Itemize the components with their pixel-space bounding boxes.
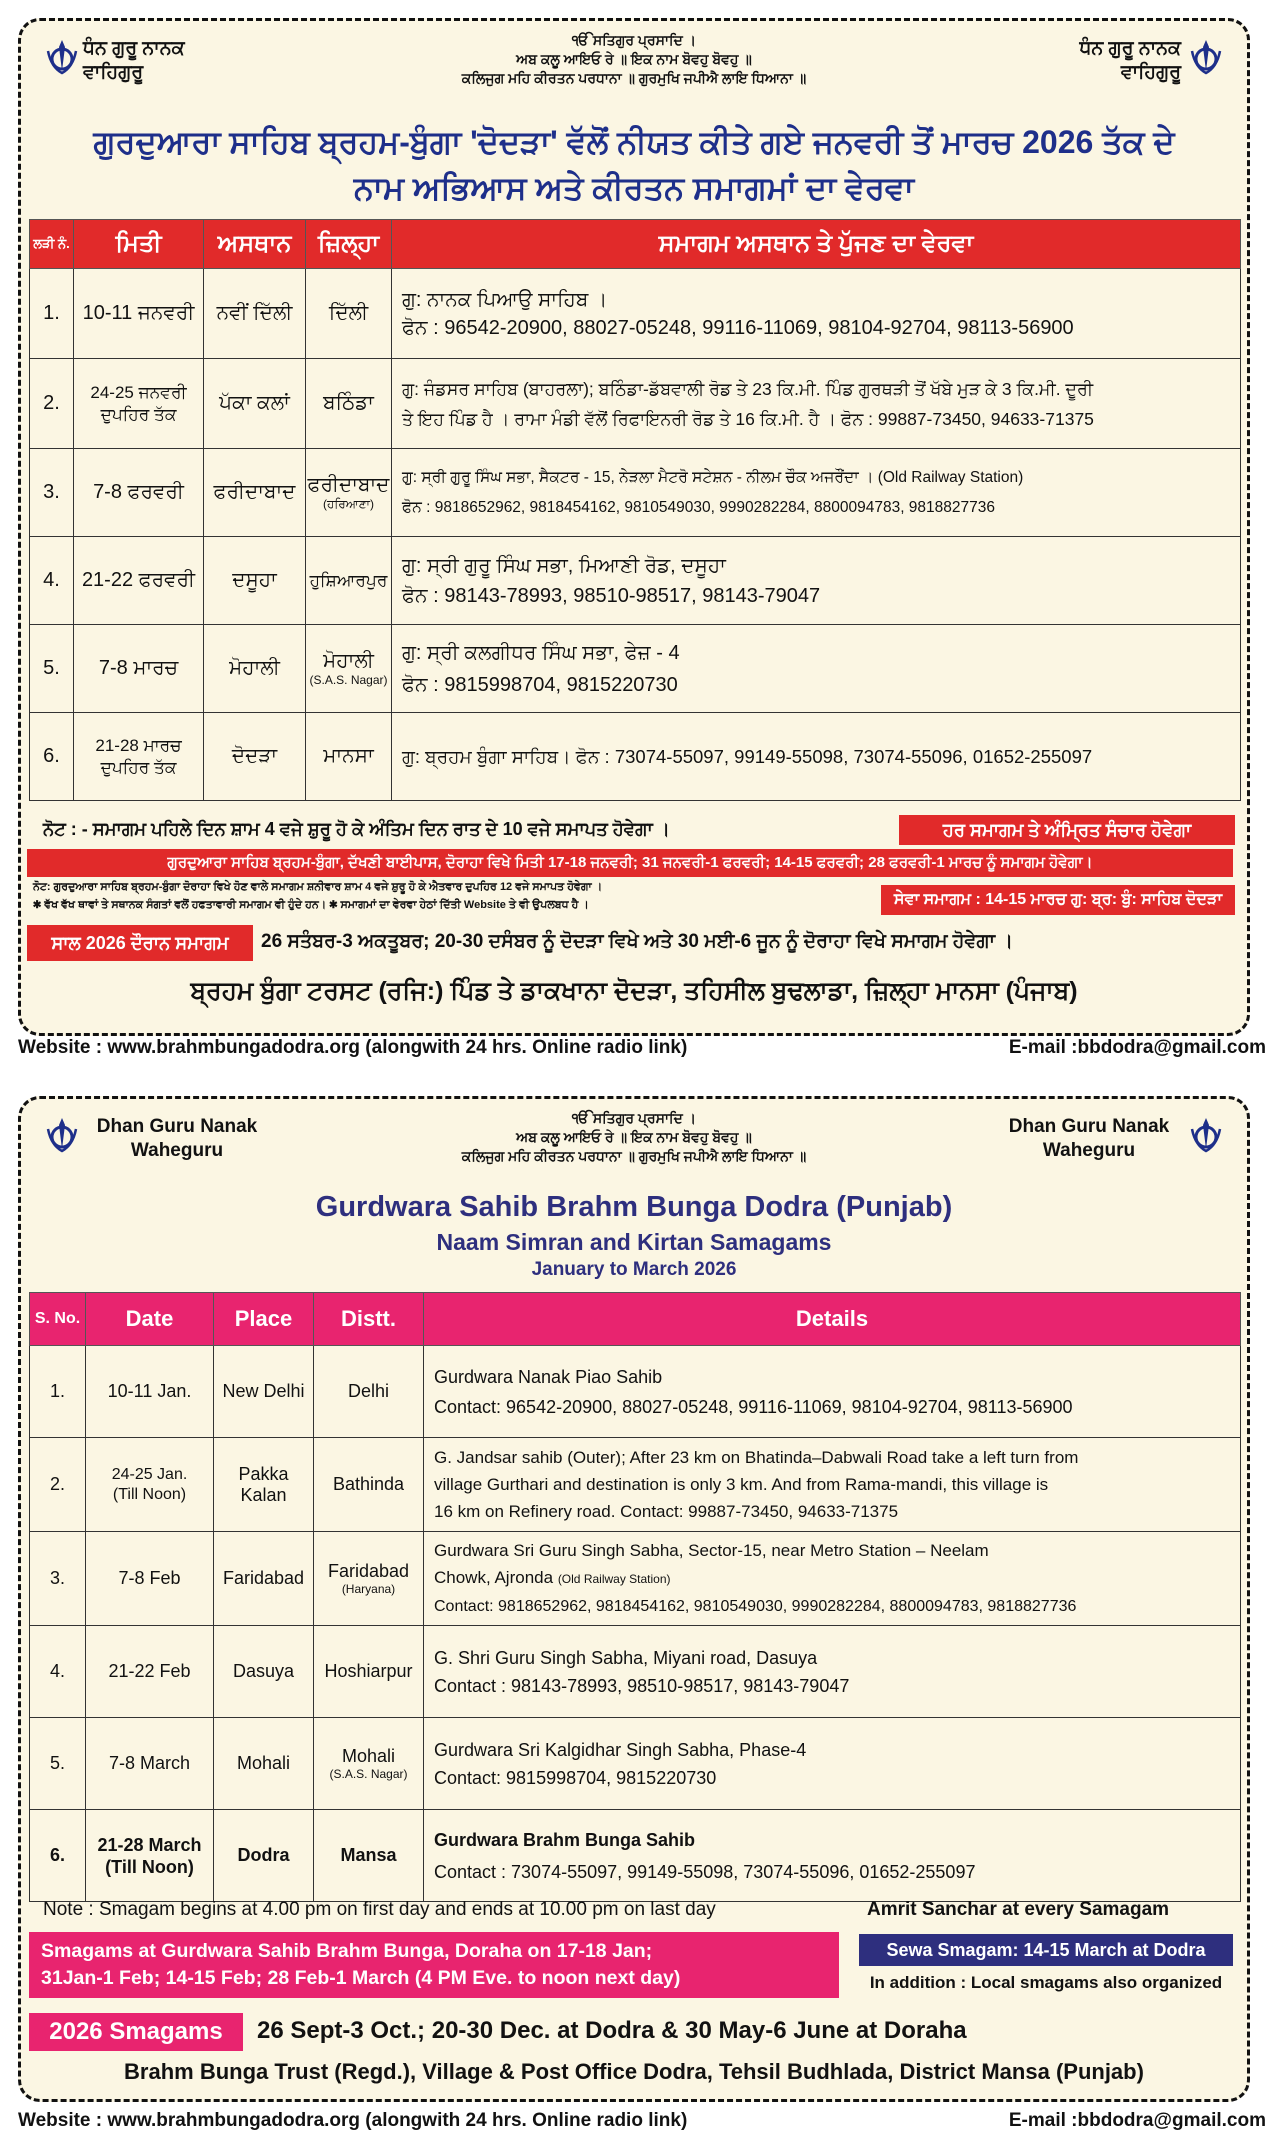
dhan-guru-nanak-left: Dhan Guru Nanak Waheguru bbox=[96, 1116, 258, 1161]
row-details: ਗੁ: ਨਾਨਕ ਪਿਆਉ ਸਾਹਿਬ । ਫੋਨ : 96542-20900, 88027-05248, 99116-11069, 98104-92704, 98113-56900 bbox=[392, 269, 1241, 359]
row-place: New Delhi bbox=[214, 1346, 314, 1438]
samagam-table bbox=[29, 219, 1241, 801]
page-title: Gurdwara Sahib Brahm Bunga Dodra (Punjab) bbox=[315, 1191, 953, 1223]
row-details: ਗੁ: ਜੰਡਸਰ ਸਾਹਿਬ (ਬਾਹਰਲਾ); ਬਠਿੰਡਾ-ਡੱਬਵਾਲੀ ਰੋਡ ਤੇ 23 ਕਿ.ਮੀ. ਪਿੰਡ ਗੁਰਥੜੀ ਤੋਂ ਖੱਬੇ ਮੁੜ ਕੇ 3 ਕਿ.ਮੀ. ਦੂਰੀ ਤੇ ਇਹ ਪਿੰਡ ਹੈ । ਰਾਮਾ ਮੰਡੀ ਵੱਲੋਂ ਰਿਫਾਇਨਰੀ ਰੋਡ ਤੇ 16 ਕਿ.ਮੀ. ਹੈ । ਫੋਨ : 99887-73450, 94633-71375 bbox=[392, 359, 1241, 449]
row-place: Faridabad bbox=[214, 1532, 314, 1626]
website-link[interactable]: Website : www.brahmbungadodra.org (alongwith 24 hrs. Online radio link) bbox=[18, 2110, 688, 2131]
samagam-table bbox=[29, 1292, 1241, 1902]
khanda-icon bbox=[1189, 37, 1223, 77]
website-link[interactable]: Website : www.brahmbungadodra.org (alongwith 24 hrs. Online radio link) bbox=[18, 1037, 688, 1058]
row-details: G. Shri Guru Singh Sabha, Miyani road, Dasuya Contact : 98143-78993, 98510-98517, 98143-79047 bbox=[424, 1626, 1241, 1718]
table-row bbox=[30, 1532, 1241, 1626]
header-details: Details bbox=[424, 1293, 1241, 1346]
row-date: 10-11 ਜਨਵਰੀ bbox=[74, 269, 204, 359]
row-date: 24-25 ਜਨਵਰੀ ਦੁਪਹਿਰ ਤੱਕ bbox=[74, 359, 204, 449]
header-date: Date bbox=[86, 1293, 214, 1346]
amrit-sanchar-badge: ਹਰ ਸਮਾਗਮ ਤੇ ਅੰਮ੍ਰਿਤ ਸੰਚਾਰ ਹੋਵੇਗਾ bbox=[899, 815, 1235, 845]
row-district: ਮੋਹਾਲੀ (S.A.S. Nagar) bbox=[306, 625, 392, 713]
table-header bbox=[30, 220, 1241, 269]
row-place: Mohali bbox=[214, 1718, 314, 1810]
khanda-icon bbox=[1189, 1115, 1223, 1155]
row-details: Gurdwara Sri Guru Singh Sabha, Sector-15, near Metro Station – Neelam Chowk, Ajronda (Old Railway Station) Contact: 9818652962, 9818454162, 9810549030, 9990282284, 8800094783, 9818827736 bbox=[424, 1532, 1241, 1626]
row-details: Gurdwara Brahm Bunga Sahib Contact : 73074-55097, 99149-55098, 73074-55096, 01652-255097 bbox=[424, 1810, 1241, 1902]
row-district: Faridabad (Haryana) bbox=[314, 1532, 424, 1626]
row-sno: 6. bbox=[30, 1810, 86, 1902]
year-label: ਸਾਲ 2026 ਦੌਰਾਨ ਸਮਾਗਮ bbox=[27, 925, 253, 961]
sewa-samagam-badge: ਸੇਵਾ ਸਮਾਗਮ : 14-15 ਮਾਰਚ ਗੁ: ਬ੍ਰ: ਬੁੰ: ਸਾਹਿਬ ਦੋਦੜਾ bbox=[881, 885, 1235, 915]
row-sno: 2. bbox=[30, 1438, 86, 1532]
english-note: Note : Smagam begins at 4.00 pm on first day and ends at 10.00 pm on last day bbox=[43, 1899, 716, 1920]
sewa-samagam-badge: Sewa Smagam: 14-15 March at Dodra bbox=[859, 1934, 1233, 1966]
punjabi-note: ਨੋਟ : - ਸਮਾਗਮ ਪਹਿਲੇ ਦਿਨ ਸ਼ਾਮ 4 ਵਜੇ ਸ਼ੁਰੂ ਹੋ ਕੇ ਅੰਤਿਮ ਦਿਨ ਰਾਤ ਦੇ 10 ਵਜੇ ਸਮਾਪਤ ਹੋਵੇਗਾ । bbox=[43, 819, 670, 839]
header-sno: S. No. bbox=[30, 1293, 86, 1346]
year-samagam-text: 26 Sept-3 Oct.; 20-30 Dec. at Dodra & 30 May-6 June at Doraha bbox=[257, 2017, 967, 2044]
english-panel bbox=[18, 1096, 1250, 2102]
row-date: 24-25 Jan. (Till Noon) bbox=[86, 1438, 214, 1532]
table-row bbox=[30, 359, 1241, 449]
header-district: Distt. bbox=[314, 1293, 424, 1346]
year-label: 2026 Smagams bbox=[29, 2013, 243, 2051]
row-district: ਮਾਨਸਾ bbox=[306, 713, 392, 801]
table-row bbox=[30, 1346, 1241, 1438]
year-samagam-text: 26 ਸਤੰਬਰ-3 ਅਕਤੂਬਰ; 20-30 ਦਸੰਬਰ ਨੂੰ ਦੋਦੜਾ ਵਿਖੇ ਅਤੇ 30 ਮਈ-6 ਜੂਨ ਨੂੰ ਦੋਰਾਹਾ ਵਿਖੇ ਸਮਾਗਮ ਹੋਵੇਗਾ । bbox=[261, 931, 1014, 952]
row-sno: 1. bbox=[30, 269, 74, 359]
row-sno: 5. bbox=[30, 625, 74, 713]
row-place: Dasuya bbox=[214, 1626, 314, 1718]
row-date: 7-8 Feb bbox=[86, 1532, 214, 1626]
row-details: ਗੁ: ਬ੍ਰਹਮ ਬੁੰਗਾ ਸਾਹਿਬ। ਫੋਨ : 73074-55097, 99149-55098, 73074-55096, 01652-255097 bbox=[392, 713, 1241, 801]
row-district: ਫਰੀਦਾਬਾਦ (ਹਰਿਆਣਾ) bbox=[306, 449, 392, 537]
trust-address: ਬ੍ਰਹਮ ਬੁੰਗਾ ਟਰਸਟ (ਰਜਿ:) ਪਿੰਡ ਤੇ ਡਾਕਖਾਨਾ ਦੋਦੜਾ, ਤਹਿਸੀਲ ਬੁਢਲਾਡਾ, ਜ਼ਿਲ੍ਹਾ ਮਾਨਸਾ (ਪੰਜਾਬ) bbox=[190, 977, 1078, 1005]
row-sno: 1. bbox=[30, 1346, 86, 1438]
row-sno: 2. bbox=[30, 359, 74, 449]
doraha-samagam-banner: Smagams at Gurdwara Sahib Brahm Bunga, Doraha on 17-18 Jan; 31Jan-1 Feb; 14-15 Feb; 28 Feb-1 March (4 PM Eve. to noon next day) bbox=[29, 1932, 839, 1998]
table-row bbox=[30, 625, 1241, 713]
row-sno: 4. bbox=[30, 537, 74, 625]
row-date: 21-28 ਮਾਰਚ ਦੁਪਹਿਰ ਤੱਕ bbox=[74, 713, 204, 801]
header-details: ਸਮਾਗਮ ਅਸਥਾਨ ਤੇ ਪੁੱਜਣ ਦਾ ਵੇਰਵਾ bbox=[392, 220, 1241, 269]
row-date: 10-11 Jan. bbox=[86, 1346, 214, 1438]
page-subtitle: Naam Simran and Kirtan Samagams bbox=[436, 1229, 832, 1255]
row-sno: 4. bbox=[30, 1626, 86, 1718]
punjabi-small-note-2: ✱ ਵੱਖ ਵੱਖ ਥਾਵਾਂ ਤੇ ਸਥਾਨਕ ਸੰਗਤਾਂ ਵਲੋਂ ਹਫਤਾਵਾਰੀ ਸਮਾਗਮ ਵੀ ਹੁੰਦੇ ਹਨ। ✱ ਸਮਾਗਮਾਂ ਦਾ ਵੇਰਵਾ ਹੇਠਾਂ ਦਿੱਤੀ Website ਤੇ ਵੀ ਉਪਲਬਧ ਹੈ । bbox=[33, 899, 589, 911]
punjabi-small-note-1: ਨੋਟ: ਗੁਰਦੁਆਰਾ ਸਾਹਿਬ ਬ੍ਰਹਮ-ਬੁੰਗਾ ਦੋਰਾਹਾ ਵਿਖੇ ਹੋਣ ਵਾਲੇ ਸਮਾਗਮ ਸ਼ਨੀਵਾਰ ਸ਼ਾਮ 4 ਵਜੇ ਸ਼ੁਰੂ ਹੋ ਕੇ ਐਤਵਾਰ ਦੁਪਹਿਰ 12 ਵਜੇ ਸਮਾਪਤ ਹੋਵੇਗਾ । bbox=[33, 881, 603, 893]
row-date: 7-8 ਫਰਵਰੀ bbox=[74, 449, 204, 537]
row-details: ਗੁ: ਸ੍ਰੀ ਕਲਗੀਧਰ ਸਿੰਘ ਸਭਾ, ਫੇਜ਼ - 4 ਫੋਨ : 9815998704, 9815220730 bbox=[392, 625, 1241, 713]
trust-address: Brahm Bunga Trust (Regd.), Village & Post Office Dodra, Tehsil Budhlada, District Mansa (Punjab) bbox=[124, 2059, 1144, 2084]
header-date: ਮਿਤੀ bbox=[74, 220, 204, 269]
page-date-range: January to March 2026 bbox=[531, 1259, 737, 1280]
row-place: ਫਰੀਦਾਬਾਦ bbox=[204, 449, 306, 537]
row-place: ਮੋਹਾਲੀ bbox=[204, 625, 306, 713]
header-place: ਅਸਥਾਨ bbox=[204, 220, 306, 269]
amrit-sanchar-text: Amrit Sanchar at every Samagam bbox=[867, 1899, 1170, 1920]
row-district: ਦਿੱਲੀ bbox=[306, 269, 392, 359]
row-sno: 5. bbox=[30, 1718, 86, 1810]
table-row bbox=[30, 1810, 1241, 1902]
row-district: Mansa bbox=[314, 1810, 424, 1902]
row-district: Delhi bbox=[314, 1346, 424, 1438]
row-district: Bathinda bbox=[314, 1438, 424, 1532]
table-row bbox=[30, 449, 1241, 537]
row-district: Mohali (S.A.S. Nagar) bbox=[314, 1718, 424, 1810]
row-details: ਗੁ: ਸ੍ਰੀ ਗੁਰੂ ਸਿੰਘ ਸਭਾ, ਸੈਕਟਰ - 15, ਨੇੜਲਾ ਮੈਟਰੋ ਸਟੇਸ਼ਨ - ਨੀਲਮ ਚੌਕ ਅਜਰੌਂਦਾ । (Old Railway Station) ਫੋਨ : 9818652962, 9818454162, 9810549030, 9990282284, 8800094783, 9818827736 bbox=[392, 449, 1241, 537]
row-sno: 6. bbox=[30, 713, 74, 801]
row-date: 21-28 March (Till Noon) bbox=[86, 1810, 214, 1902]
mool-mantar-lines: ੴ ਸਤਿਗੁਰ ਪ੍ਰਸਾਦਿ । ਅਬ ਕਲੂ ਆਇਓ ਰੇ ॥ ਇਕ ਨਾਮ ਬੋਵਹੁ ਬੋਵਹੁ ॥ ਕਲਿਜੁਗ ਮਹਿ ਕੀਰਤਨ ਪਰਧਾਨਾ ॥ ਗੁਰਮੁਖਿ ਜਪੀਐ ਲਾਇ ਧਿਆਨਾ ॥ bbox=[461, 1110, 807, 1164]
row-details: G. Jandsar sahib (Outer); After 23 km on Bhatinda–Dabwali Road take a left turn from village Gurthari and destination is only 3 km. And from Rama-mandi, this village is 16 km on Refinery road. Contact: 99887-73450, 94633-71375 bbox=[424, 1438, 1241, 1532]
row-date: 7-8 ਮਾਰਚ bbox=[74, 625, 204, 713]
khanda-icon bbox=[45, 37, 79, 77]
row-place: ਪੱਕਾ ਕਲਾਂ bbox=[204, 359, 306, 449]
doraha-samagam-banner: ਗੁਰਦੁਆਰਾ ਸਾਹਿਬ ਬ੍ਰਹਮ-ਬੁੰਗਾ, ਦੱਖਣੀ ਬਾਈਪਾਸ, ਦੋਰਾਹਾ ਵਿਖੇ ਮਿਤੀ 17-18 ਜਨਵਰੀ; 31 ਜਨਵਰੀ-1 ਫਰਵਰੀ; 14-15 ਫਰਵਰੀ; 28 ਫਰਵਰੀ-1 ਮਾਰਚ ਨੂੰ ਸਮਾਗਮ ਹੋਵੇਗਾ। bbox=[27, 849, 1233, 877]
row-date: 7-8 March bbox=[86, 1718, 214, 1810]
local-smagams-note: In addition : Local smagams also organized bbox=[869, 1973, 1223, 1992]
row-place: Pakka Kalan bbox=[214, 1438, 314, 1532]
row-place: ਦੋਦੜਾ bbox=[204, 713, 306, 801]
row-place: ਨਵੀਂ ਦਿੱਲੀ bbox=[204, 269, 306, 359]
table-row bbox=[30, 269, 1241, 359]
row-date: 21-22 Feb bbox=[86, 1626, 214, 1718]
row-sno: 3. bbox=[30, 1532, 86, 1626]
row-district: ਹੁਸ਼ਿਆਰਪੁਰ bbox=[306, 537, 392, 625]
table-row bbox=[30, 537, 1241, 625]
row-sno: 3. bbox=[30, 449, 74, 537]
row-date: 21-22 ਫਰਵਰੀ bbox=[74, 537, 204, 625]
table-row bbox=[30, 713, 1241, 801]
khanda-icon bbox=[45, 1115, 79, 1155]
row-place: ਦਸੂਹਾ bbox=[204, 537, 306, 625]
row-details: Gurdwara Nanak Piao Sahib Contact: 96542-20900, 88027-05248, 99116-11069, 98104-92704, 98113-56900 bbox=[424, 1346, 1241, 1438]
row-district: Hoshiarpur bbox=[314, 1626, 424, 1718]
table-row bbox=[30, 1718, 1241, 1810]
header-sno: ਲੜੀ ਨੰ. bbox=[30, 220, 74, 269]
table-row bbox=[30, 1626, 1241, 1718]
header-district: ਜ਼ਿਲ੍ਹਾ bbox=[306, 220, 392, 269]
email-link[interactable]: E-mail :bbdodra@gmail.com bbox=[1008, 1037, 1266, 1058]
row-details: ਗੁ: ਸ੍ਰੀ ਗੁਰੂ ਸਿੰਘ ਸਭਾ, ਮਿਆਣੀ ਰੋਡ, ਦਸੂਹਾ ਫੋਨ : 98143-78993, 98510-98517, 98143-79047 bbox=[392, 537, 1241, 625]
email-link[interactable]: E-mail :bbdodra@gmail.com bbox=[1008, 2110, 1266, 2131]
table-header bbox=[30, 1293, 1241, 1346]
table-row bbox=[30, 1438, 1241, 1532]
header-place: Place bbox=[214, 1293, 314, 1346]
punjabi-panel bbox=[18, 18, 1250, 1036]
row-place: Dodra bbox=[214, 1810, 314, 1902]
mool-mantar-lines: ੴ ਸਤਿਗੁਰ ਪ੍ਰਸਾਦਿ । ਅਬ ਕਲੂ ਆਇਓ ਰੇ ॥ ਇਕ ਨਾਮ ਬੋਵਹੁ ਬੋਵਹੁ ॥ ਕਲਿਜੁਗ ਮਹਿ ਕੀਰਤਨ ਪਰਧਾਨਾ ॥ ਗੁਰਮੁਖਿ ਜਪੀਐ ਲਾਇ ਧਿਆਨਾ ॥ bbox=[461, 32, 807, 86]
row-details: Gurdwara Sri Kalgidhar Singh Sabha, Phase-4 Contact: 9815998704, 9815220730 bbox=[424, 1718, 1241, 1810]
dhan-guru-nanak-left: ਧੰਨ ਗੁਰੂ ਨਾਨਕ ਵਾਹਿਗੁਰੂ bbox=[83, 38, 185, 83]
dhan-guru-nanak-right: Dhan Guru Nanak Waheguru bbox=[1008, 1116, 1170, 1161]
dhan-guru-nanak-right: ਧੰਨ ਗੁਰੂ ਨਾਨਕ ਵਾਹਿਗੁਰੂ bbox=[1079, 38, 1181, 83]
row-district: ਬਠਿੰਡਾ bbox=[306, 359, 392, 449]
page-title: ਗੁਰਦੁਆਰਾ ਸਾਹਿਬ ਬ੍ਰਹਮ-ਬੁੰਗਾ 'ਦੋਦੜਾ' ਵੱਲੋਂ ਨੀਯਤ ਕੀਤੇ ਗਏ ਜਨਵਰੀ ਤੋਂ ਮਾਰਚ 2026 ਤੱਕ ਦੇ ਨਾਮ ਅਭਿਆਸ ਅਤੇ ਕੀਰਤਨ ਸਮਾਗਮਾਂ ਦਾ ਵੇਰਵਾ bbox=[93, 124, 1175, 206]
